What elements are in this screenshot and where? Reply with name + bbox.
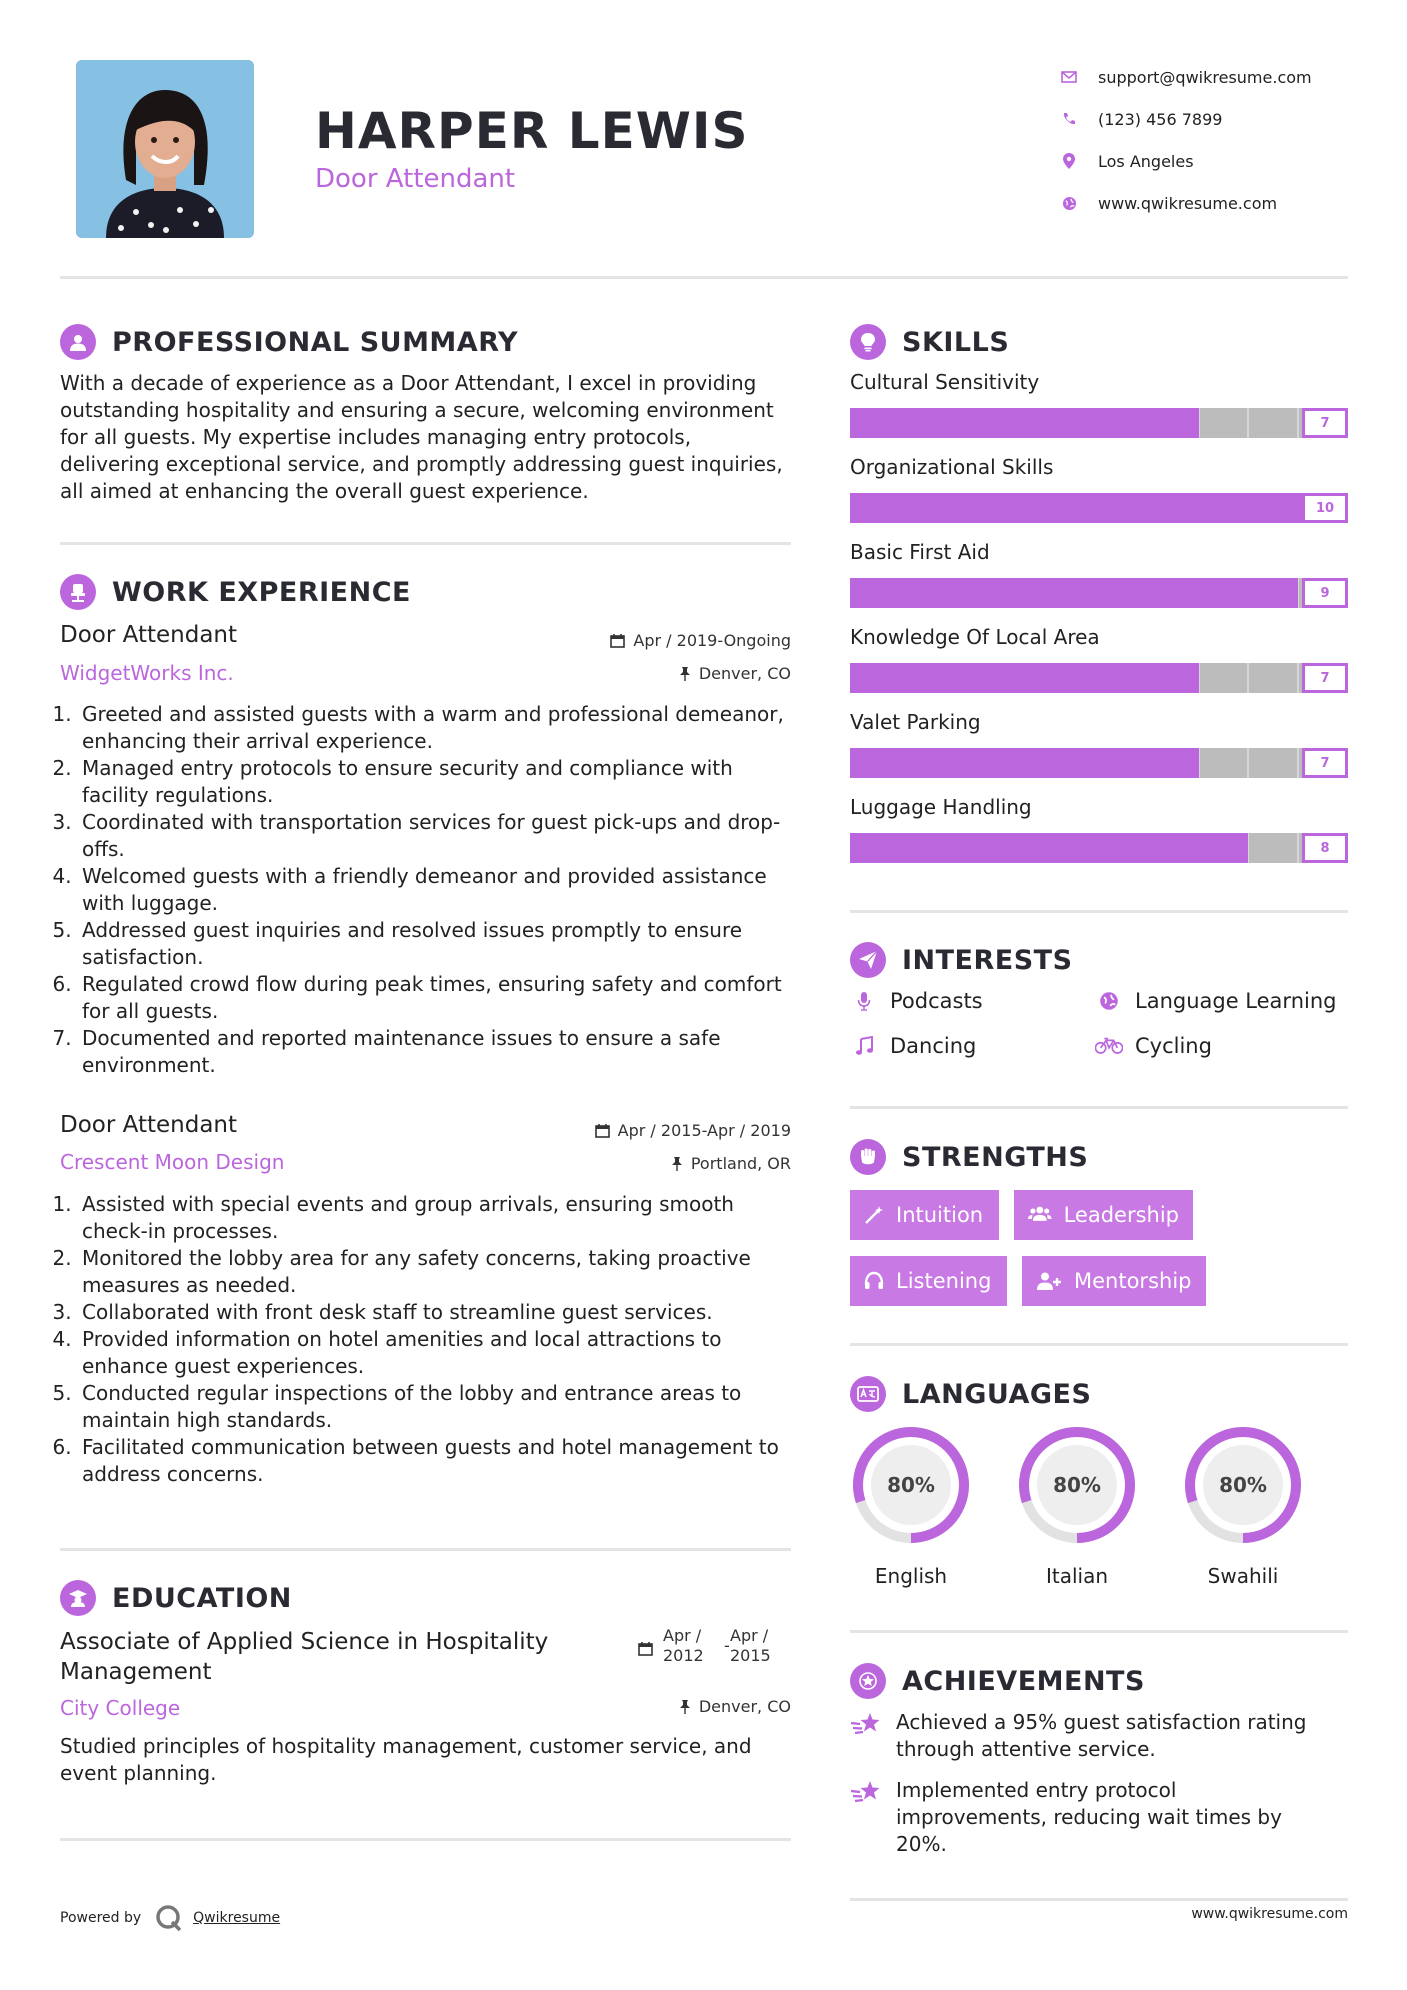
duty-item: 3. Collaborated with front desk staff to streamline guest services.	[78, 1299, 803, 1326]
contact-block	[1050, 56, 1312, 224]
calendar-icon	[595, 1123, 610, 1138]
pushpin-icon	[679, 1699, 691, 1714]
interest-item	[1095, 989, 1336, 1013]
duty-item: 7. Documented and reported maintenance issues to ensure a safe environment.	[78, 1025, 803, 1079]
summary-divider	[60, 542, 791, 545]
skill-bar	[850, 578, 1348, 608]
music-note-icon	[850, 1036, 878, 1056]
education-location-text: Denver, CO	[698, 1697, 791, 1716]
contact-location	[1050, 140, 1312, 182]
achievement-text: Achieved a 95% guest satisfaction rating through attentive service.	[896, 1710, 1307, 1761]
skill-bar-segment	[1247, 408, 1249, 438]
user-icon	[60, 324, 96, 360]
job-dates-text: Apr / 2019-Ongoing	[633, 631, 791, 650]
skill-bar-fill	[850, 493, 1348, 523]
brand-link[interactable]: Qwikresume	[193, 1910, 281, 1926]
language-item	[846, 1420, 976, 1588]
summary-heading	[60, 324, 518, 360]
office-chair-icon	[60, 574, 96, 610]
pushpin-icon	[671, 1156, 683, 1171]
footer-website[interactable]: www.qwikresume.com	[1191, 1906, 1348, 1922]
skill-bar-fill	[850, 663, 1199, 693]
phone-icon	[1050, 112, 1088, 126]
strength-label: Mentorship	[1074, 1269, 1192, 1293]
skill-level: 10	[1302, 493, 1348, 523]
experience-title: WORK EXPERIENCE	[112, 576, 411, 608]
footer-powered-by	[60, 1904, 280, 1932]
strength-badge	[1014, 1190, 1193, 1240]
duty-item: 1. Greeted and assisted guests with a warm and professional demeanor, enhancing their arrival experience.	[78, 701, 803, 755]
skills-heading	[850, 324, 1009, 360]
language-name: Swahili	[1207, 1564, 1279, 1588]
skill-bar	[850, 833, 1348, 863]
profile-photo	[76, 60, 254, 238]
job-title: Door Attendant	[60, 622, 238, 648]
candidate-title: Door Attendant	[315, 164, 516, 194]
candidate-name: HARPER LEWIS	[315, 102, 749, 160]
powered-by-text: Powered by	[60, 1910, 142, 1926]
summary-text: With a decade of experience as a Door Attendant, I excel in providing outstanding hospitality and ensuring a secure, welcoming environment for all guests. My expertise includes managing entry protocols, delivering exceptional service, and promptly addressing guest inquiries, all aimed at enhancing the overall guest experience.	[60, 371, 783, 503]
strength-label: Intuition	[896, 1203, 984, 1227]
skill-bar-segment	[1297, 663, 1299, 693]
skill-name: Luggage Handling	[850, 795, 1032, 819]
skill-name: Knowledge Of Local Area	[850, 625, 1100, 649]
language-card-icon	[850, 1376, 886, 1412]
strengths-title: STRENGTHS	[902, 1141, 1089, 1173]
paper-plane-icon	[850, 942, 886, 978]
interest-item	[1095, 1034, 1212, 1058]
skill-level: 7	[1302, 663, 1348, 693]
skill-name: Valet Parking	[850, 710, 981, 734]
skills-divider	[850, 910, 1348, 913]
interest-label: Podcasts	[890, 989, 983, 1013]
language-name: English	[874, 1564, 948, 1588]
school-name: City College	[60, 1696, 181, 1720]
duty-item: 4. Provided information on hotel amenities and local attractions to enhance guest experiences.	[78, 1326, 803, 1380]
envelope-icon	[1050, 71, 1088, 83]
interests-title: INTERESTS	[902, 944, 1073, 976]
job-dates	[490, 1121, 791, 1140]
duty-item: 2. Managed entry protocols to ensure security and compliance with facility regulations.	[78, 755, 803, 809]
duty-item: 6. Facilitated communication between guests and hotel management to address concerns.	[78, 1434, 803, 1488]
education-heading	[60, 1580, 292, 1616]
job-duties-list	[56, 701, 803, 1079]
job-location-text: Portland, OR	[690, 1154, 791, 1173]
skill-bar-fill	[850, 578, 1298, 608]
language-percent: 80%	[1219, 1473, 1267, 1497]
education-start-line2: 2012	[663, 1646, 704, 1665]
users-icon	[1028, 1205, 1052, 1225]
strength-badge	[850, 1256, 1007, 1306]
degree-title: Associate of Applied Science in Hospitality Management	[60, 1629, 549, 1685]
job-dates	[490, 631, 791, 650]
achievements-title: ACHIEVEMENTS	[902, 1665, 1145, 1697]
experience-divider	[60, 1548, 791, 1551]
education-description: Studied principles of hospitality management, customer service, and event planning.	[60, 1734, 752, 1785]
website-link[interactable]: www.qwikresume.com	[1098, 193, 1278, 213]
bicycle-icon	[1095, 1037, 1123, 1055]
education-location	[490, 1697, 791, 1716]
header-divider	[60, 276, 1348, 279]
contact-email	[1050, 56, 1312, 98]
skill-bar-segment	[1297, 833, 1299, 863]
skill-bar-fill	[850, 833, 1248, 863]
duty-item: 5. Addressed guest inquiries and resolved issues promptly to ensure satisfaction.	[78, 917, 803, 971]
pushpin-icon	[679, 666, 691, 681]
calendar-icon	[638, 1641, 653, 1656]
strength-label: Leadership	[1063, 1203, 1179, 1227]
languages-divider	[850, 1630, 1348, 1633]
skills-title: SKILLS	[902, 326, 1010, 358]
skill-bar	[850, 408, 1348, 438]
strength-badge	[850, 1190, 999, 1240]
graduate-icon	[60, 1580, 96, 1616]
job-company: Crescent Moon Design	[60, 1150, 285, 1174]
email-link[interactable]: support@qwikresume.com	[1098, 67, 1312, 87]
interest-label: Dancing	[890, 1034, 977, 1058]
languages-title: LANGUAGES	[902, 1378, 1092, 1410]
duty-item: 1. Assisted with special events and group arrivals, ensuring smooth check-in processes.	[78, 1191, 803, 1245]
education-divider	[60, 1838, 791, 1841]
job-location	[490, 664, 791, 683]
headphones-icon	[864, 1271, 884, 1291]
interest-item	[850, 1034, 976, 1058]
achievements-divider	[850, 1898, 1348, 1901]
languages-heading	[850, 1376, 1091, 1412]
language-ring	[1178, 1420, 1308, 1550]
skill-bar	[850, 748, 1348, 778]
contact-website	[1050, 182, 1312, 224]
job-title: Door Attendant	[60, 1112, 238, 1138]
shooting-star-icon	[850, 1777, 884, 1812]
date-separator: -	[724, 1636, 730, 1655]
fist-icon	[850, 1139, 886, 1175]
strengths-heading	[850, 1139, 1088, 1175]
language-item	[1178, 1420, 1308, 1588]
skill-bar-segment	[1247, 663, 1249, 693]
achievements-heading	[850, 1663, 1145, 1699]
skill-bar-segment	[1297, 748, 1299, 778]
job-location	[490, 1154, 791, 1173]
skill-level: 7	[1302, 408, 1348, 438]
skill-level: 9	[1302, 578, 1348, 608]
education-start-line1: Apr /	[663, 1626, 702, 1645]
strength-badge	[1022, 1256, 1206, 1306]
strength-label: Listening	[896, 1269, 992, 1293]
job-duties-list	[56, 1191, 803, 1488]
contact-phone	[1050, 98, 1312, 140]
skill-bar-fill	[850, 748, 1199, 778]
qwikresume-logo-icon	[155, 1904, 183, 1932]
interest-label: Language Learning	[1135, 989, 1337, 1013]
skill-level: 8	[1302, 833, 1348, 863]
language-ring	[846, 1420, 976, 1550]
job-location-text: Denver, CO	[698, 664, 791, 683]
shooting-star-icon	[850, 1709, 884, 1744]
language-percent: 80%	[887, 1473, 935, 1497]
language-item	[1012, 1420, 1142, 1588]
duty-item: 2. Monitored the lobby area for any safety concerns, taking proactive measures as needed.	[78, 1245, 803, 1299]
achievement-item	[850, 1709, 1330, 1763]
skill-level: 7	[1302, 748, 1348, 778]
user-plus-icon	[1036, 1271, 1062, 1291]
skill-name: Cultural Sensitivity	[850, 370, 1040, 394]
skill-name: Organizational Skills	[850, 455, 1054, 479]
achievement-item	[850, 1777, 1330, 1858]
job-company: WidgetWorks Inc.	[60, 661, 234, 685]
achievement-text: Implemented entry protocol improvements, reducing wait times by 20%.	[896, 1778, 1282, 1856]
medal-icon	[850, 1663, 886, 1699]
duty-item: 4. Welcomed guests with a friendly demeanor and provided assistance with luggage.	[78, 863, 803, 917]
duty-item: 6. Regulated crowd flow during peak times, ensuring safety and comfort for all guests.	[78, 971, 803, 1025]
magic-wand-icon	[864, 1205, 884, 1225]
skill-bar	[850, 663, 1348, 693]
skill-bar-segment	[1297, 408, 1299, 438]
globe-icon	[1050, 196, 1088, 211]
language-percent: 80%	[1053, 1473, 1101, 1497]
summary-title: PROFESSIONAL SUMMARY	[112, 326, 519, 358]
skill-bar-segment	[1247, 748, 1249, 778]
interests-divider	[850, 1106, 1348, 1109]
education-end-line1: Apr /	[730, 1626, 769, 1645]
microphone-icon	[850, 991, 878, 1011]
duty-item: 3. Coordinated with transportation services for guest pick-ups and drop-offs.	[78, 809, 803, 863]
education-dates	[638, 1626, 791, 1670]
strengths-divider	[850, 1343, 1348, 1346]
lightbulb-icon	[850, 324, 886, 360]
interest-label: Cycling	[1135, 1034, 1212, 1058]
calendar-icon	[610, 633, 625, 648]
interests-heading	[850, 942, 1073, 978]
location-text: Los Angeles	[1098, 151, 1194, 171]
language-name: Italian	[1045, 1564, 1109, 1588]
globe-icon	[1095, 991, 1123, 1011]
experience-heading	[60, 574, 411, 610]
education-title: EDUCATION	[112, 1582, 292, 1614]
phone-text: (123) 456 7899	[1098, 109, 1223, 129]
job-dates-text: Apr / 2015-Apr / 2019	[617, 1121, 791, 1140]
interest-item	[850, 989, 983, 1013]
language-ring	[1012, 1420, 1142, 1550]
duty-item: 5. Conducted regular inspections of the lobby and entrance areas to maintain high standards.	[78, 1380, 803, 1434]
skill-name: Basic First Aid	[850, 540, 990, 564]
skill-bar-fill	[850, 408, 1199, 438]
map-pin-icon	[1050, 153, 1088, 169]
education-end-line2: 2015	[730, 1646, 771, 1665]
skill-bar	[850, 493, 1348, 523]
